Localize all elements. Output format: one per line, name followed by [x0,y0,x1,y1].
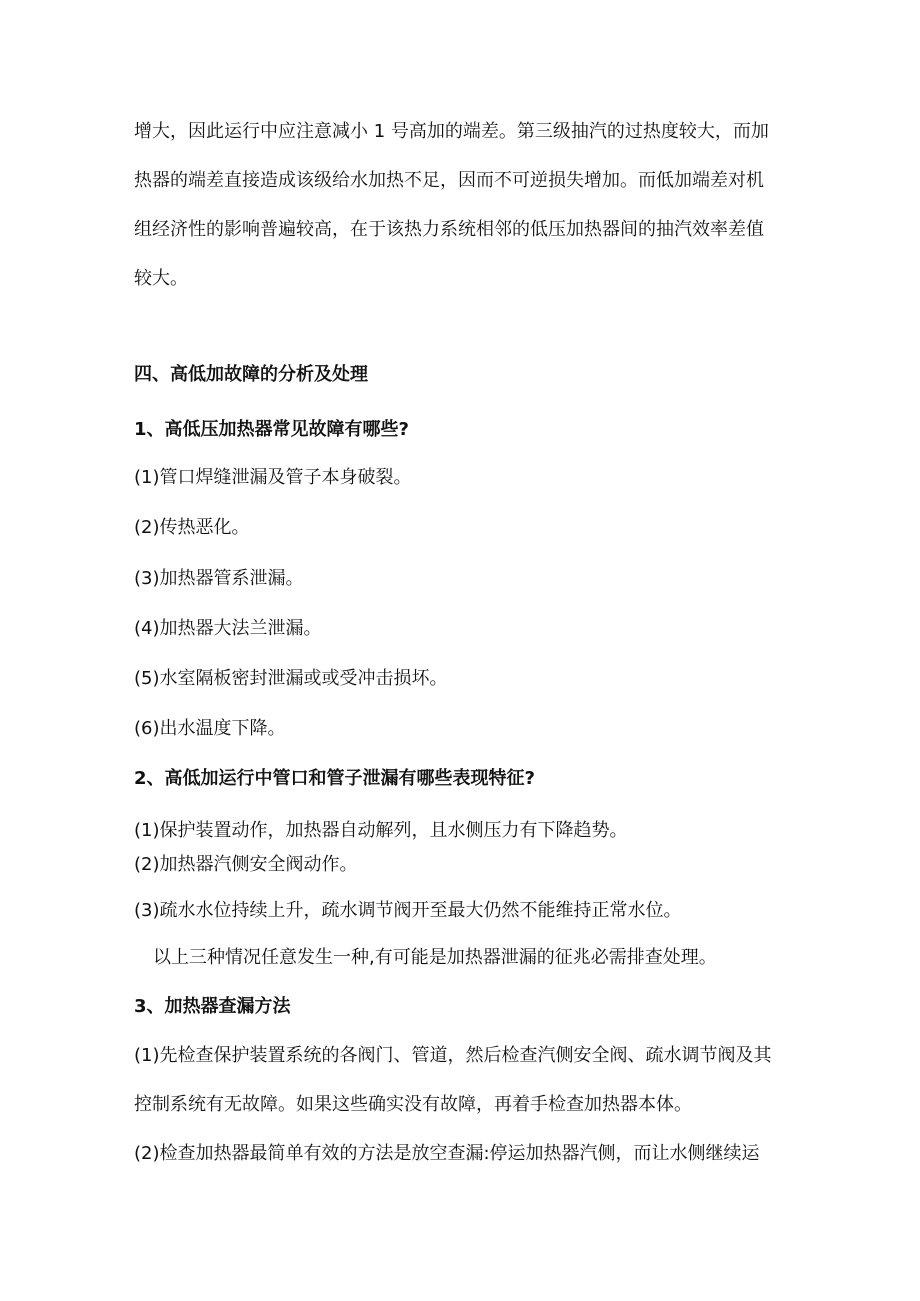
q2-note: 以上三种情况任意发生一种,有可能是加热器泄漏的征兆必需排查处理。 [153,947,717,968]
q3-line-3: (2)检查加热器最简单有效的方法是放空查漏:停运加热器汽侧，而让水侧继续运 [134,1143,760,1164]
intro-line-2: 热器的端差直接造成该级给水加热不足，因而不可逆损失增加。而低加端差对机 [134,170,764,191]
intro-line-3: 组经济性的影响普遍较高，在于该热力系统相邻的低压加热器间的抽汽效率差值 [134,219,764,240]
q2-item-2: (2)加热器汽侧安全阀动作。 [134,854,358,875]
intro-line-4: 较大。 [134,268,188,289]
q1-item-1: (1)管口焊缝泄漏及管子本身破裂。 [134,467,412,488]
q1-item-5: (5)水室隔板密封泄漏或或受冲击损坏。 [134,668,448,689]
q1-item-3: (3)加热器管系泄漏。 [134,568,304,589]
question-3-title: 3、加热器查漏方法 [134,996,291,1017]
q1-item-4: (4)加热器大法兰泄漏。 [134,618,322,639]
section-4-title: 四、高低加故障的分析及处理 [134,364,368,385]
q3-line-2: 控制系统有无故障。如果这些确实没有故障，再着手检查加热器本体。 [134,1094,692,1115]
question-2-title: 2、高低加运行中管口和管子泄漏有哪些表现特征? [134,768,535,789]
q2-item-1: (1)保护装置动作，加热器自动解列，且水侧压力有下降趋势。 [134,820,628,841]
q1-item-2: (2)传热恶化。 [134,517,250,538]
question-1-title: 1、高低压加热器常见故障有哪些? [134,419,409,440]
q3-line-1: (1)先检查保护装置系统的各阀门、管道，然后检查汽侧安全阀、疏水调节阀及其 [134,1045,772,1066]
intro-line-1: 增大，因此运行中应注意减小 1 号高加的端差。第三级抽汽的过热度较大，而加 [134,121,769,142]
q1-item-6: (6)出水温度下降。 [134,718,286,739]
q2-item-3: (3)疏水水位持续上升，疏水调节阀开至最大仍然不能维持正常水位。 [134,900,682,921]
